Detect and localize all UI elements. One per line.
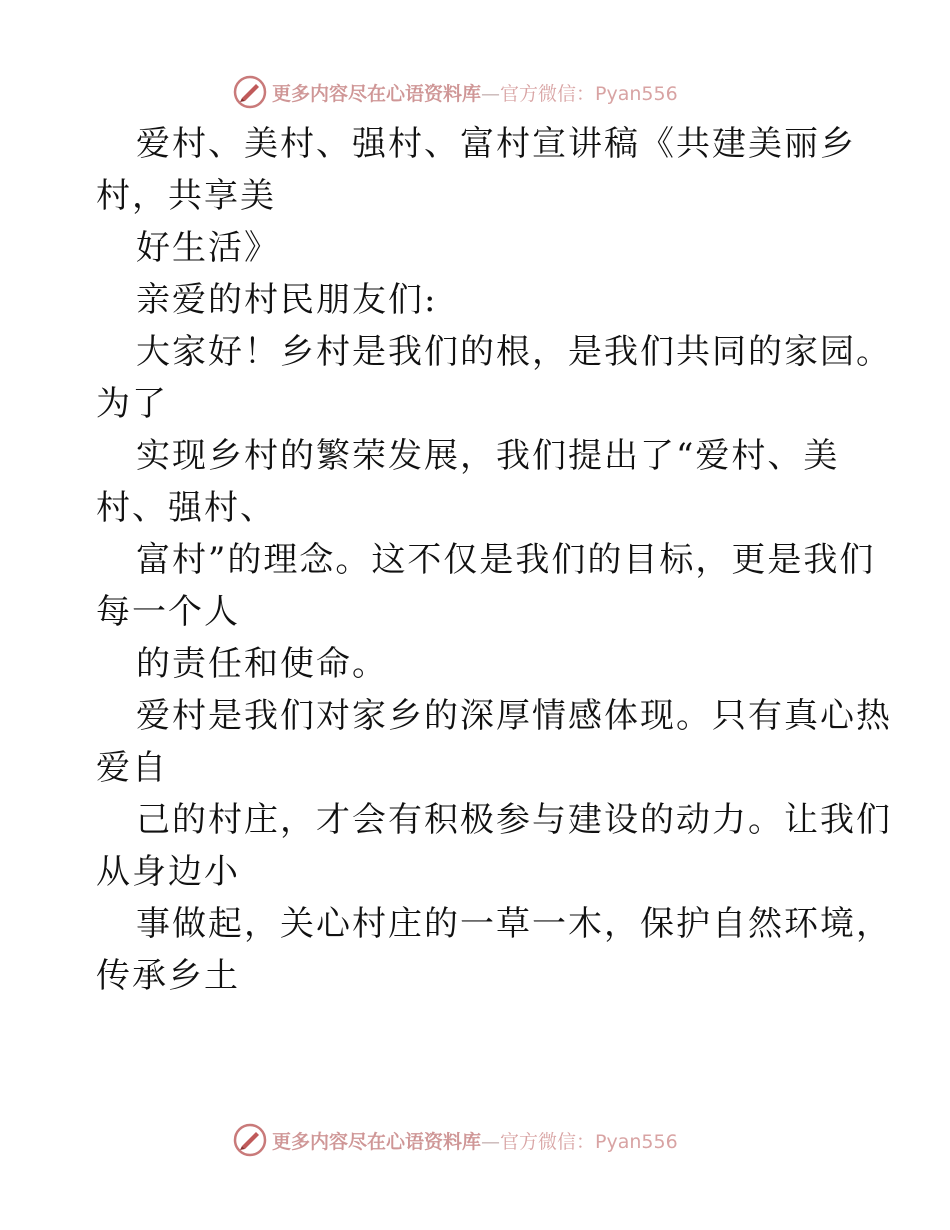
- watermark-tail: 官方微信：: [500, 1130, 596, 1153]
- text-line: 实现乡村的繁荣发展，我们提出了“爱村、美: [136, 436, 840, 476]
- text-line: 事做起，关心村庄的一草一木，保护自然环境，: [136, 904, 892, 944]
- text-line: 爱自: [96, 748, 168, 788]
- watermark-id: Pyan556: [595, 82, 678, 105]
- text-line: 己的村庄，才会有积极参与建设的动力。让我们: [136, 800, 892, 840]
- watermark-main: 更多内容尽在心语资料库: [272, 1130, 482, 1153]
- text-line: 村、强村、: [96, 488, 276, 528]
- text-line: 为了: [96, 384, 168, 424]
- text-line: 亲爱的村民朋友们:: [136, 280, 438, 320]
- text-line: 从身边小: [96, 852, 240, 892]
- watermark-dash: —: [481, 82, 501, 105]
- text-line: 每一个人: [96, 592, 240, 632]
- watermark-main: 更多内容尽在心语资料库: [272, 82, 482, 105]
- document-body: [96, 122, 892, 998]
- watermark-tail: 官方微信：: [500, 82, 596, 105]
- footer-watermark: [232, 1120, 678, 1160]
- text-line: 好生活》: [136, 228, 280, 268]
- pen-nib-logo-icon: [232, 1122, 268, 1158]
- watermark-id: Pyan556: [595, 1130, 678, 1153]
- text-line: 大家好！乡村是我们的根，是我们共同的家园。: [136, 332, 892, 372]
- text-line: 村，共享美: [96, 176, 276, 216]
- text-line: 富村”的理念。这不仅是我们的目标，更是我们: [136, 540, 876, 580]
- text-line: 爱村、美村、强村、富村宣讲稿《共建美丽乡: [136, 124, 856, 164]
- watermark-text: [272, 79, 678, 106]
- text-line: 爱村是我们对家乡的深厚情感体现。只有真心热: [136, 696, 892, 736]
- text-line: 的责任和使命。: [136, 644, 388, 684]
- header-watermark: [232, 72, 678, 112]
- pen-nib-logo-icon: [232, 74, 268, 110]
- watermark-text: [272, 1127, 678, 1154]
- text-line: 传承乡土: [96, 956, 240, 996]
- watermark-dash: —: [481, 1130, 501, 1153]
